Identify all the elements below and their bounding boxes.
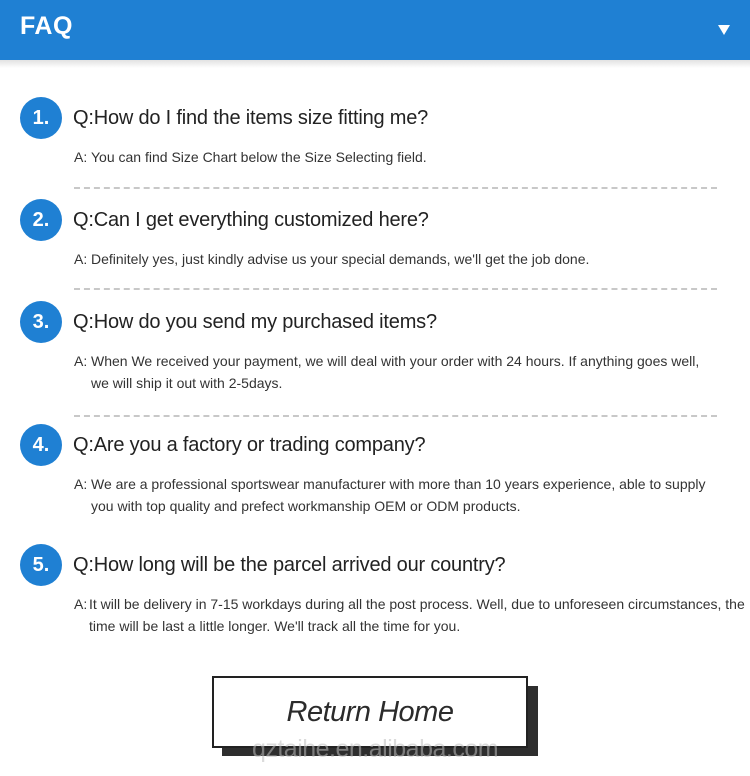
faq-divider — [74, 288, 717, 290]
answer-text: We are a professional sportswear manufacturer with more than 10 years experience, able to supply you with top quality and prefect workmanship OEM or ODM products. — [91, 476, 706, 514]
faq-question: Q:Are you a factory or trading company? — [73, 434, 426, 456]
faq-divider — [74, 187, 717, 189]
faq-number-badge: 5. — [20, 544, 62, 586]
answer-prefix: A: — [74, 476, 88, 492]
faq-answer — [74, 593, 750, 637]
watermark: qztaihe.en.alibaba.com — [251, 735, 499, 763]
faq-answer — [74, 473, 719, 517]
answer-text: You can find Size Chart below the Size Selecting field. — [91, 149, 427, 165]
answer-prefix: A: — [74, 596, 88, 612]
faq-question: Q:How long will be the parcel arrived our country? — [73, 554, 506, 576]
faq-question: Q:How do you send my purchased items? — [73, 311, 437, 333]
faq-title: FAQ — [20, 12, 73, 40]
faq-answer — [74, 350, 714, 394]
answer-prefix: A: — [74, 251, 88, 267]
answer-prefix: A: — [74, 353, 88, 369]
faq-number-badge: 1. — [20, 97, 62, 139]
faq-header[interactable] — [0, 0, 750, 60]
answer-text: Definitely yes, just kindly advise us your special demands, we'll get the job done. — [91, 251, 590, 267]
faq-answer — [74, 248, 750, 270]
faq-divider — [74, 415, 717, 417]
return-home-button[interactable]: Return Home — [212, 676, 528, 748]
answer-text: It will be delivery in 7-15 workdays during all the post process. Well, due to unforeseen circumstances, the time will be last a little longer. We'll track all the time for you. — [89, 596, 745, 634]
answer-prefix: A: — [74, 149, 88, 165]
triangle-down-icon[interactable] — [718, 25, 730, 35]
faq-number-badge: 2. — [20, 199, 62, 241]
faq-question: Q:How do I find the items size fitting me? — [73, 107, 429, 129]
faq-number-badge: 4. — [20, 424, 62, 466]
faq-question: Q:Can I get everything customized here? — [73, 209, 429, 231]
answer-text: When We received your payment, we will deal with your order with 24 hours. If anything goes well, we will ship it out with 2-5days. — [91, 353, 700, 391]
faq-number-badge: 3. — [20, 301, 62, 343]
header-shadow — [0, 60, 750, 68]
faq-answer — [74, 146, 750, 168]
